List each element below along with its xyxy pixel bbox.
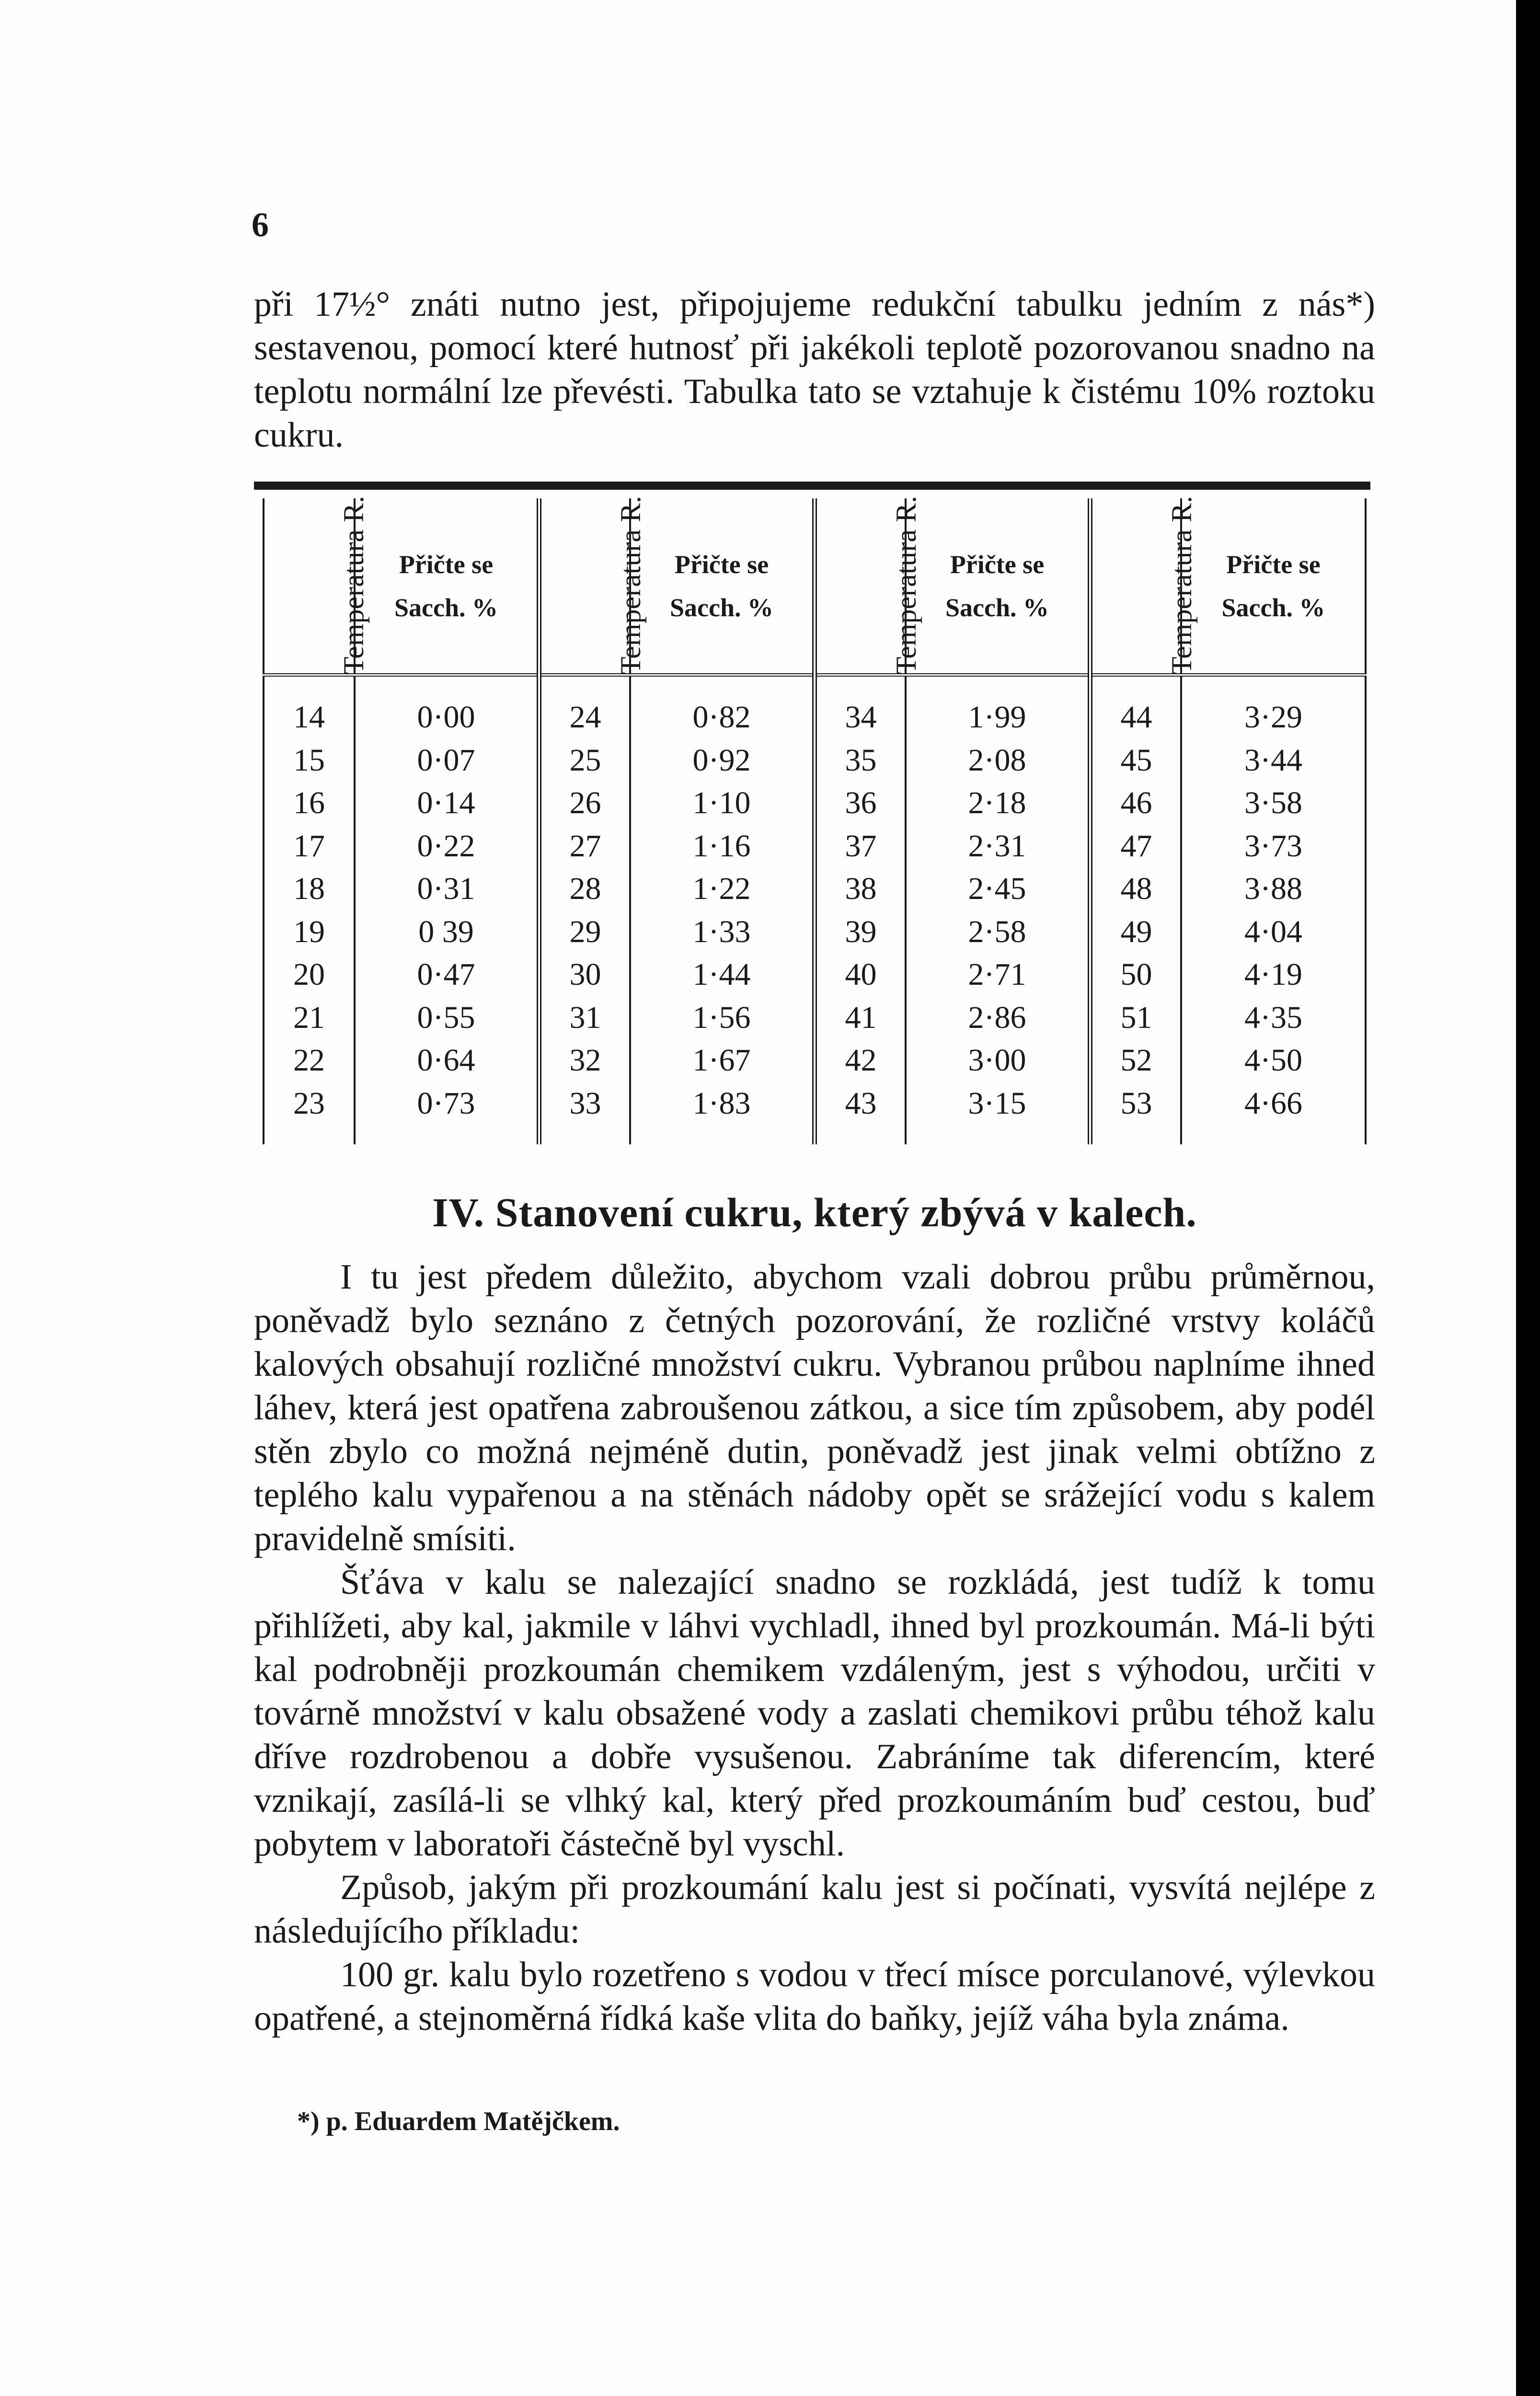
table-top-rule: [254, 482, 1370, 490]
footnote: *) p. Eduardem Matějčkem.: [297, 2107, 620, 2136]
table-row: [264, 953, 1366, 996]
value-cell: 4·04: [1181, 910, 1366, 954]
temperature-cell: 30: [539, 953, 630, 996]
value-cell: 0·00: [355, 696, 539, 739]
value-cell: 1·56: [630, 996, 815, 1039]
reduction-table: [263, 495, 1367, 1144]
value-cell: 0·07: [355, 739, 539, 782]
value-cell: 0·14: [355, 782, 539, 825]
table-row: [264, 867, 1366, 910]
page-number: 6: [252, 206, 269, 244]
header-add: Přičte se Sacch. %: [1181, 498, 1366, 675]
value-cell: 2·86: [906, 996, 1090, 1039]
value-cell: 2·18: [906, 782, 1090, 825]
temperature-cell: 39: [815, 910, 906, 954]
temperature-cell: 29: [539, 910, 630, 954]
value-cell: 1·83: [630, 1082, 815, 1144]
header-add: Přičte se Sacch. %: [355, 498, 539, 675]
value-cell: 1·99: [906, 696, 1090, 739]
value-cell: 4·35: [1181, 996, 1366, 1039]
value-cell: 3·44: [1181, 739, 1366, 782]
temperature-cell: 51: [1090, 996, 1181, 1039]
table-row: [264, 910, 1366, 954]
temperature-cell: 23: [264, 1082, 355, 1144]
paragraph: 100 gr. kalu bylo rozetřeno s vodou v třecí mísce porculanové, výlevkou opatřené, a stejnoměrná řídká kaše vlita do baňky, jejíž váha byla známa.: [254, 1955, 1375, 2038]
temperature-cell: 32: [539, 1039, 630, 1082]
temperature-cell: 31: [539, 996, 630, 1039]
header-temperature: Temperatura R.: [815, 498, 906, 675]
temperature-cell: 25: [539, 739, 630, 782]
header-temperature: Temperatura R.: [539, 498, 630, 675]
table-row: [264, 996, 1366, 1039]
value-cell: 3·15: [906, 1082, 1090, 1144]
temperature-cell: 52: [1090, 1039, 1181, 1082]
value-cell: 0·47: [355, 953, 539, 996]
header-add: Přičte se Sacch. %: [630, 498, 815, 675]
temperature-cell: 53: [1090, 1082, 1181, 1144]
value-cell: 2·71: [906, 953, 1090, 996]
temperature-cell: 42: [815, 1039, 906, 1082]
temperature-cell: 17: [264, 825, 355, 868]
table-row: [264, 825, 1366, 868]
value-cell: 0·92: [630, 739, 815, 782]
temperature-cell: 28: [539, 867, 630, 910]
paragraph: Šťáva v kalu se nalezající snadno se rozkládá, jest tudíž k tomu přihlížeti, aby kal, jakmile v láhvi vychladl, ihned byl prozkoumán. Má-li býti kal podrobněji prozkoumán chemikem vzdáleným, jest s výhodou, určiti v továrně množství v kalu obsažené vody a zaslati chemikovi průbu téhož kalu dříve rozdrobenou a dobře vysušenou. Zabráníme tak diferencím, které vznikají, zasílá-li se vlhký kal, který před prozkoumáním buď cestou, buď pobytem v laboratoři částečně byl vyschl.: [254, 1563, 1375, 1864]
value-cell: 2·45: [906, 867, 1090, 910]
paragraph: I tu jest předem důležito, abychom vzali dobrou průbu průměrnou, poněvadž bylo seznáno z četných pozorování, že rozličné vrstvy koláčů kalových obsahují rozličné množství cukru. Vybranou průbou naplníme ihned láhev, která jest opatřena zabroušenou zátkou, a sice tím způsobem, aby podél stěn zbylo co možná nejméně dutin, poněvadž jest jinak velmi obtížno z teplého kalu vypařenou a na stěnách nádoby opět se srážející vodu s kalem pravidelně smísiti.: [254, 1257, 1375, 1558]
value-cell: 1·44: [630, 953, 815, 996]
intro-paragraph: při 17½° znáti nutno jest, připojujeme redukční tabulku jedním z nás*) sestavenou, pomocí které hutnosť při jakékoli teplotě pozorovanou snadno na teplotu normální lze převésti. Tabulka tato se vztahuje k čistému 10% roztoku cukru.: [254, 285, 1375, 455]
temperature-cell: 48: [1090, 867, 1181, 910]
temperature-cell: 37: [815, 825, 906, 868]
temperature-cell: 33: [539, 1082, 630, 1144]
value-cell: 1·67: [630, 1039, 815, 1082]
value-cell: 0 39: [355, 910, 539, 954]
value-cell: 3·00: [906, 1039, 1090, 1082]
temperature-cell: 26: [539, 782, 630, 825]
temperature-cell: 40: [815, 953, 906, 996]
temperature-cell: 24: [539, 696, 630, 739]
value-cell: 3·29: [1181, 696, 1366, 739]
table-row: [264, 1082, 1366, 1144]
table-row: [264, 1039, 1366, 1082]
header-add: Přičte se Sacch. %: [906, 498, 1090, 675]
value-cell: 0·64: [355, 1039, 539, 1082]
temperature-cell: 50: [1090, 953, 1181, 996]
temperature-cell: 34: [815, 696, 906, 739]
temperature-cell: 45: [1090, 739, 1181, 782]
temperature-cell: 21: [264, 996, 355, 1039]
value-cell: 0·55: [355, 996, 539, 1039]
table-row: [264, 696, 1366, 739]
table-row: [264, 739, 1366, 782]
value-cell: 2·58: [906, 910, 1090, 954]
temperature-cell: 16: [264, 782, 355, 825]
value-cell: 0·22: [355, 825, 539, 868]
temperature-cell: 38: [815, 867, 906, 910]
value-cell: 3·88: [1181, 867, 1366, 910]
header-temperature: Temperatura R.: [1090, 498, 1181, 675]
temperature-cell: 43: [815, 1082, 906, 1144]
intro-text: [254, 283, 1375, 457]
value-cell: 1·22: [630, 867, 815, 910]
temperature-cell: 20: [264, 953, 355, 996]
table-row: [264, 782, 1366, 825]
temperature-cell: 35: [815, 739, 906, 782]
value-cell: 0·73: [355, 1082, 539, 1144]
temperature-cell: 14: [264, 696, 355, 739]
value-cell: 1·33: [630, 910, 815, 954]
value-cell: 4·50: [1181, 1039, 1366, 1082]
temperature-cell: 22: [264, 1039, 355, 1082]
body-text: [254, 1256, 1375, 2040]
value-cell: 2·08: [906, 739, 1090, 782]
section-heading: IV. Stanovení cukru, který zbývá v kalech.: [432, 1189, 1197, 1235]
temperature-cell: 27: [539, 825, 630, 868]
temperature-cell: 36: [815, 782, 906, 825]
temperature-cell: 44: [1090, 696, 1181, 739]
temperature-cell: 18: [264, 867, 355, 910]
value-cell: 4·19: [1181, 953, 1366, 996]
temperature-cell: 41: [815, 996, 906, 1039]
value-cell: 0·31: [355, 867, 539, 910]
value-cell: 0·82: [630, 696, 815, 739]
temperature-cell: 47: [1090, 825, 1181, 868]
header-temperature: Temperatura R.: [264, 498, 355, 675]
value-cell: 3·58: [1181, 782, 1366, 825]
value-cell: 4·66: [1181, 1082, 1366, 1144]
value-cell: 3·73: [1181, 825, 1366, 868]
temperature-cell: 49: [1090, 910, 1181, 954]
temperature-cell: 15: [264, 739, 355, 782]
value-cell: 1·16: [630, 825, 815, 868]
value-cell: 2·31: [906, 825, 1090, 868]
paragraph: Způsob, jakým při prozkoumání kalu jest si počínati, vysvítá nejlépe z následujícího příkladu:: [254, 1868, 1375, 1951]
temperature-cell: 46: [1090, 782, 1181, 825]
temperature-cell: 19: [264, 910, 355, 954]
table-header-row: [264, 498, 1366, 675]
value-cell: 1·10: [630, 782, 815, 825]
